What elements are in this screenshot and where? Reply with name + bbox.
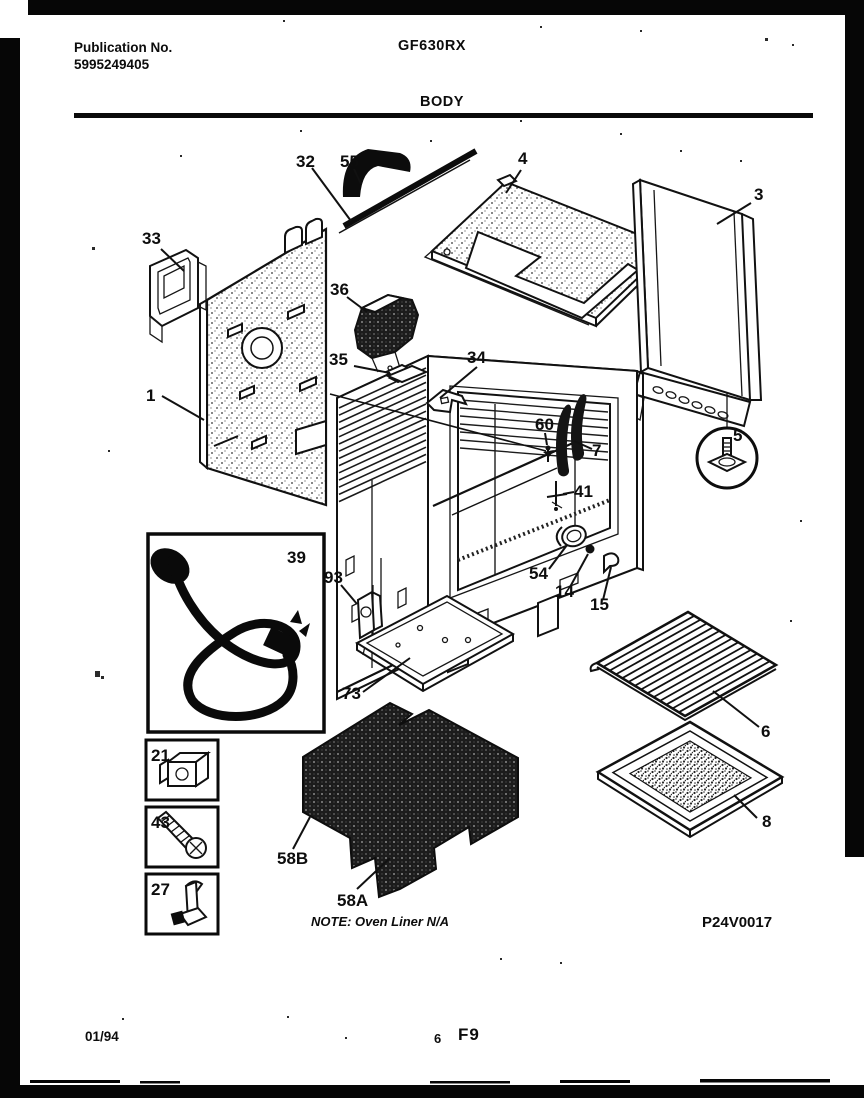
callout-43: 43 (151, 813, 170, 832)
callout-5: 5 (733, 426, 743, 445)
callout-15: 15 (590, 595, 609, 614)
part-8-oven-pan (598, 722, 782, 837)
page-number: 6 (434, 1031, 442, 1046)
callout-73: 73 (342, 684, 361, 703)
callout-4: 4 (518, 149, 528, 168)
callout-1: 1 (146, 386, 156, 405)
drawing-code: P24V0017 (702, 914, 773, 931)
callout-35: 35 (329, 350, 348, 369)
publication-number: 5995249405 (74, 57, 150, 72)
section-title: BODY (420, 94, 464, 110)
figure-code: F9 (458, 1025, 480, 1044)
callout-6: 6 (761, 722, 771, 741)
part-6-oven-rack (591, 612, 776, 720)
callout-60: 60 (535, 415, 554, 434)
callout-3: 3 (754, 185, 764, 204)
part-58-insulation (303, 703, 518, 897)
callout-14: 14 (555, 582, 574, 601)
callout-54: 54 (529, 564, 548, 583)
part-14-ball (586, 545, 595, 554)
part-36-vent (355, 295, 418, 372)
callout-8: 8 (762, 812, 772, 831)
callout-34: 34 (467, 348, 486, 367)
callout-7: 7 (592, 441, 602, 460)
callout-33: 33 (142, 229, 161, 248)
callout-36: 36 (330, 280, 349, 299)
callout-27: 27 (151, 880, 170, 899)
part-3-side-panel (630, 180, 764, 426)
callout-55: 55 (340, 152, 359, 171)
callout-21: 21 (151, 746, 170, 765)
callout-58B: 58B (277, 849, 309, 868)
oven-liner-note: NOTE: Oven Liner N/A (311, 914, 449, 929)
date-code: 01/94 (85, 1029, 119, 1044)
callout-58A: 58A (337, 891, 369, 910)
callout-32: 32 (296, 152, 315, 171)
callout-41: 41 (574, 482, 593, 501)
callout-39: 39 (287, 548, 306, 567)
callout-93: 93 (324, 568, 343, 587)
part-33-vent-duct (150, 250, 206, 342)
part-1-back-panel (200, 219, 326, 505)
model-number: GF630RX (398, 38, 466, 54)
publication-label: Publication No. (74, 40, 173, 55)
header-divider (74, 113, 813, 118)
